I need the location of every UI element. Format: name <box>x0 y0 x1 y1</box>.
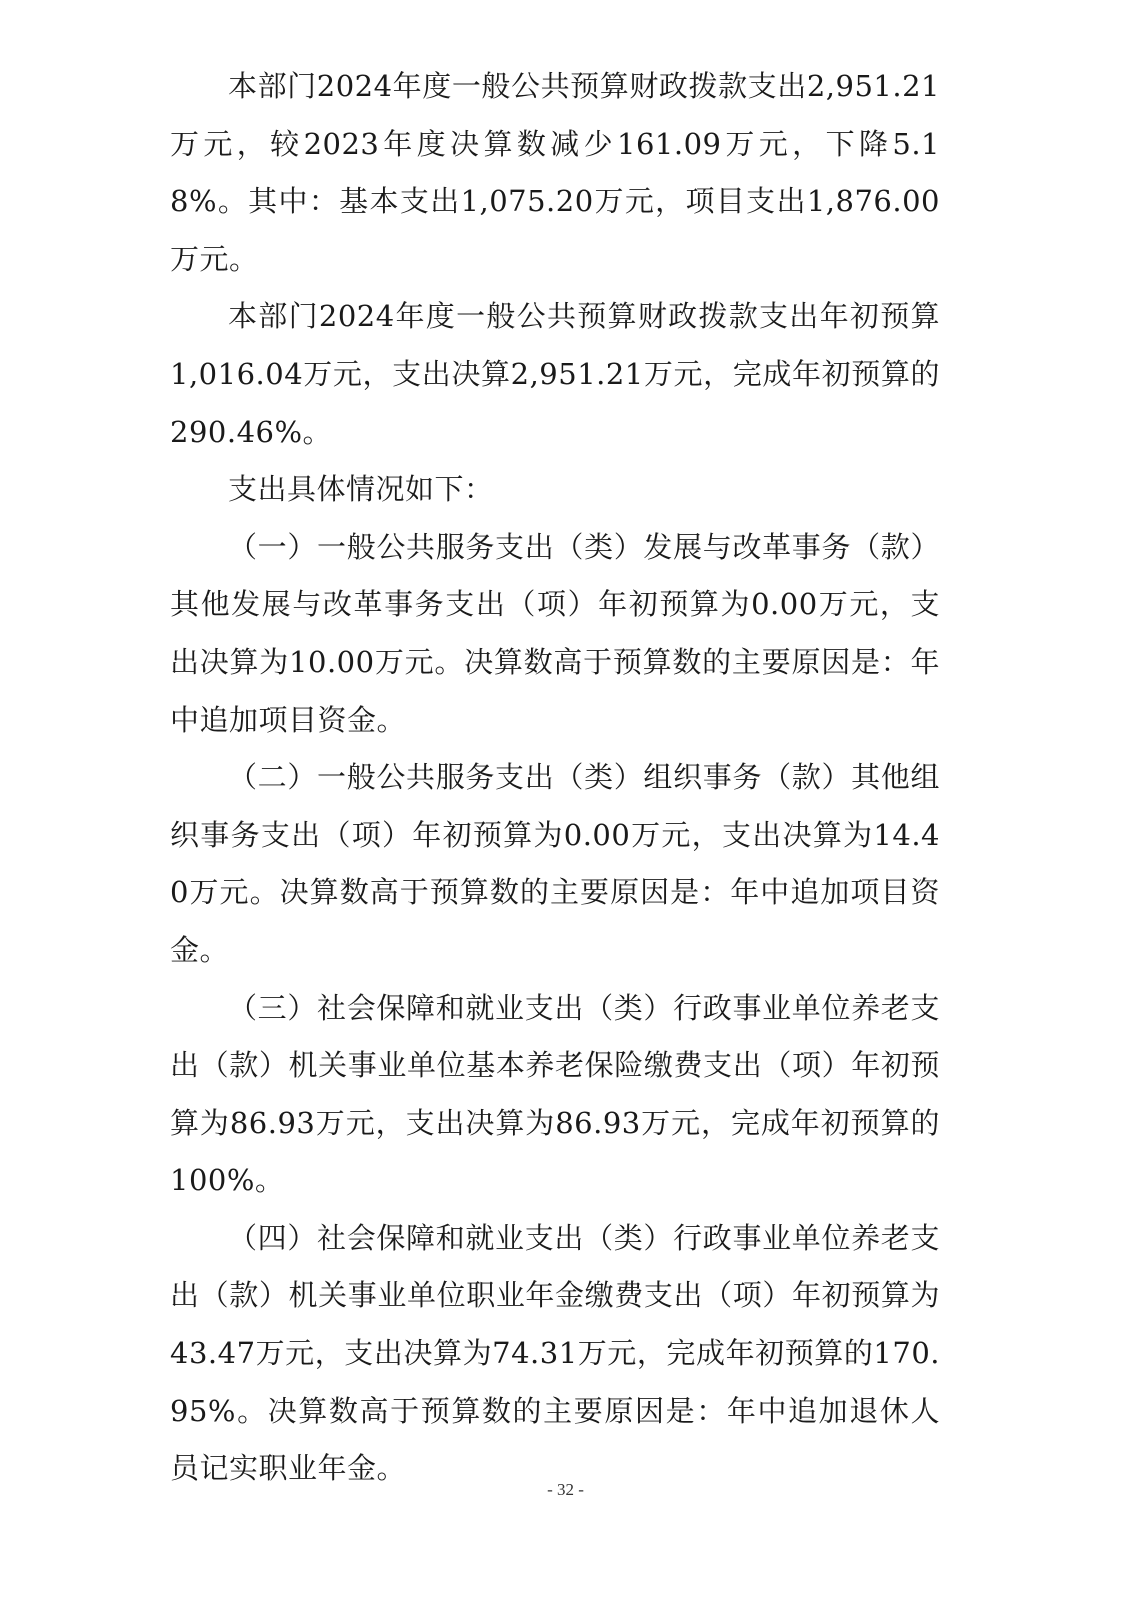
paragraph-item-2: （二）一般公共服务支出（类）组织事务（款）其他组织事务支出（项）年初预算为0.00万元，支出决算为14.40万元。决算数高于预算数的主要原因是：年中追加项目资金。 <box>170 760 940 967</box>
paragraph-item-3: （三）社会保障和就业支出（类）行政事业单位养老支出（款）机关事业单位基本养老保险缴费支出（项）年初预算为86.93万元，支出决算为86.93万元，完成年初预算的100%。 <box>170 990 940 1198</box>
paragraph-details-intro: 支出具体情况如下： <box>228 472 494 507</box>
paragraph-item-1: （一）一般公共服务支出（类）发展与改革事务（款）其他发展与改革事务支出（项）年初预算为0.00万元，支出决算为10.00万元。决算数高于预算数的主要原因是：年中追加项目资金。 <box>170 529 940 737</box>
paragraph-item-4: （四）社会保障和就业支出（类）行政事业单位养老支出（款）机关事业单位职业年金缴费支出（项）年初预算为43.47万元，支出决算为74.31万元，完成年初预算的170.95%。决算数高于预算数的主要原因是：年中追加退休人员记实职业年金。 <box>170 1220 940 1486</box>
paragraph-budget-completion: 本部门2024年度一般公共预算财政拨款支出年初预算1,016.04万元，支出决算2,951.21万元，完成年初预算的290.46%。 <box>170 299 940 449</box>
document-body <box>170 58 940 1498</box>
page-number: - 32 - <box>547 1480 584 1499</box>
paragraph-expenditure-summary: 本部门2024年度一般公共预算财政拨款支出2,951.21万元，较2023年度决算数减少161.09万元，下降5.18%。其中：基本支出1,075.20万元，项目支出1,876.00万元。 <box>170 69 940 276</box>
